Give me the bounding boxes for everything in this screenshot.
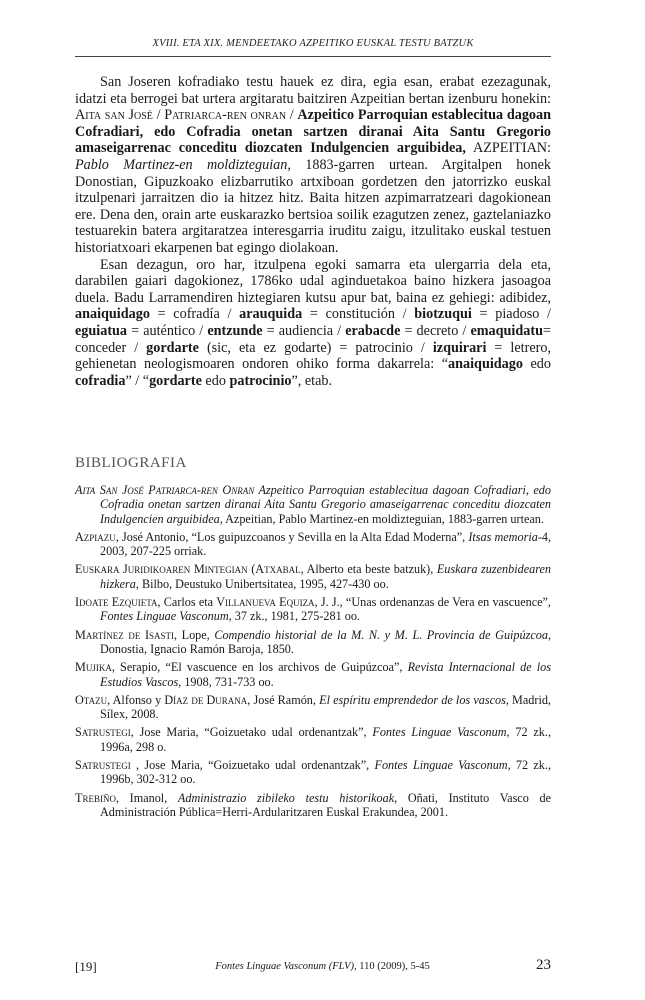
term-bold: cofradia	[75, 372, 126, 389]
bib-entry	[75, 693, 551, 722]
bib-source: Itsas memoria	[468, 529, 538, 544]
bib-details: , J. J., “Unas ordenanzas de Vera en vascuence”,	[314, 595, 551, 610]
bib-details: , 72 zk., 1996a, 298 o.	[100, 725, 551, 754]
bib-details: , 72 zk., 1996b, 302-312 oo.	[100, 758, 551, 787]
bib-source: Fontes Linguae Vasconum	[374, 758, 508, 773]
bib-author: Satrustegi	[75, 758, 131, 773]
bib-details: , Lope,	[174, 627, 215, 642]
bib-title: Administrazio zibileko testu historikoak,	[177, 790, 398, 805]
bib-entry	[75, 791, 551, 820]
text-run: edo	[201, 372, 230, 389]
bib-entry	[75, 758, 551, 787]
paragraph-1	[75, 74, 551, 257]
bib-entry	[75, 530, 551, 559]
bib-details: , Madrid, Sílex, 2008.	[100, 692, 551, 722]
italic-publisher: Pablo Martinez-en moldizteguian,	[75, 156, 291, 173]
bib-details: , Jose Maria, “Goizuetako udal ordenantzak”,	[130, 725, 373, 740]
bib-author: Euskara Juridikoaren Mintegian	[75, 562, 248, 577]
text-run: /	[286, 107, 298, 124]
bib-details: , Carlos eta	[157, 595, 217, 610]
bib-details: , José Ramón,	[247, 692, 320, 707]
term-bold: entzunde	[207, 322, 263, 339]
bold-title: Azpeitico Parroquian establecitua dagoan Cofradiari, edo Cofradia onetan sartzen diranai Aita Santu Gregorio amaseigarrenac conceditu diozcaten Indulgencien arguibidea,	[75, 107, 551, 157]
bib-author: Idoate Ezquieta	[75, 595, 158, 610]
text-run: = auténtico /	[127, 322, 208, 339]
footer-journal: Fontes Linguae Vasconum (FLV),	[215, 961, 357, 972]
bib-details: , Serapio, “El vascuence en los archivos de Guipúzcoa”,	[111, 660, 408, 675]
term-bold: anaiquidago	[75, 306, 150, 323]
bib-title: Compendio historial de la M. N. y M. L. Provincia de Guipúzcoa	[214, 627, 548, 642]
bib-details: , Alfonso y	[107, 692, 165, 707]
bib-author: Villanueva Equiza	[216, 595, 315, 610]
bib-entry	[75, 660, 551, 689]
footer-volume: 110 (2009), 5-45	[356, 961, 430, 972]
bib-author: Trebiño	[75, 790, 116, 805]
bib-details: , Bilbo, Deustuko Unibertsitatea, 1995, 427-430 oo.	[135, 576, 389, 591]
term-bold: emaquidatu	[470, 322, 543, 339]
bib-source: Fontes Linguae Vasconum	[372, 725, 507, 740]
bib-author: Martínez de Isasti	[75, 627, 175, 642]
text-run: edo	[522, 356, 551, 373]
bib-details: Oñati, Instituto Vasco de Administración Pública=Herri-Ardularitzaren Euskal Erakundea, 2001.	[100, 790, 551, 819]
running-head: XVIII. ETA XIX. MENDEETAKO AZPEITIKO EUSKAL TESTU BATZUK	[152, 38, 474, 49]
bib-entry	[75, 725, 551, 754]
bib-author: Otazu	[75, 692, 108, 707]
text-run: Esan dezagun, oro har, itzulpena egoki samarra eta ulergarria dela eta, darabilen gaiari dagokionez, 1786ko udal aginduetakoa baino hizkera jasoagoa duela. Badu Larramendiren hiztegiaren kutsu apur bat, baina ez gehiegi: adibidez,	[75, 256, 551, 306]
bib-details: , José Antonio, “Los guipuzcoanos y Sevilla en la Alta Edad Moderna”,	[115, 529, 469, 544]
bib-source: Fontes Linguae Vasconum	[100, 609, 229, 624]
bib-author: Díaz de Durana	[164, 692, 248, 707]
term-bold: arauquida	[239, 306, 303, 323]
text-run: 1883-garren urtean. Argitalpen honek Donostian, Gipuzkoako elizbarrutiko artxiboan gordetzen den jatorrizko euskal itzulpenari jarraitzen dio ia hitzez hitz. Baita hitzen azpimarratzeari dagokionean ere. Dena den, orain arte euskarazko bertsioa soilik ezagutzen zenez, gaztelaniazko testuarekin batera argitaratzea interesgarria iruditu zaigu, itzulitako euskal testuen historiatxoari ekarpenen bat egingo diolakoan.	[75, 156, 551, 256]
small-caps-title: Aita san José / Patriarca-ren onran	[75, 107, 287, 124]
header-rule	[75, 56, 551, 57]
bib-details: , 37 zk., 1981, 275-281 oo.	[228, 609, 360, 624]
text-run: (sic, eta ez godarte) = patrocinio /	[198, 339, 433, 356]
bib-entry	[75, 628, 551, 657]
paragraph-2	[75, 257, 551, 390]
text-run: ”, etab.	[291, 372, 333, 389]
page-number: 23	[536, 957, 551, 973]
term-bold: izquirari	[432, 339, 487, 356]
bib-entry	[75, 595, 551, 624]
term-bold: erabacde	[345, 322, 401, 339]
bib-details: , 1908, 731-733 oo.	[178, 674, 274, 689]
text-run: = piadoso /	[471, 306, 552, 323]
bib-author: Aita San José Patriarca-ren Onran	[75, 483, 255, 497]
bib-details: , Donostia, Ignacio Ramón Baroja, 1850.	[100, 627, 551, 656]
text-run: = letrero, gehienetan neologismoaren ondoren ohiko forma dakarrela: “	[75, 339, 551, 373]
text-run: = decreto /	[400, 322, 471, 339]
term-bold: gordarte	[149, 372, 202, 389]
text-run: AZPEITIAN:	[465, 140, 551, 157]
bib-details: , Azpeitian, Pablo Martinez-en moldizteguian, 1883-garren urtean.	[219, 511, 544, 526]
bibliography-list	[75, 483, 551, 823]
bib-author: Azpiazu	[75, 529, 116, 544]
bib-entry	[75, 483, 551, 526]
term-bold: biotzuqui	[414, 306, 472, 323]
text-run: = audiencia /	[262, 322, 346, 339]
text-run: = constitución /	[302, 306, 415, 323]
text-run: ” / “	[125, 372, 150, 389]
text-run: = conceder /	[75, 322, 551, 356]
body-text	[75, 74, 551, 389]
term-bold: patrocinio	[229, 372, 292, 389]
text-run: = cofradía /	[149, 306, 240, 323]
bib-details: , Alberto eta beste batzuk),	[300, 562, 437, 577]
term-bold: eguiatua	[75, 322, 128, 339]
bib-entry	[75, 562, 551, 591]
bib-details: , Imanol,	[115, 790, 178, 805]
bib-title: El espíritu emprendedor de los vascos	[319, 692, 506, 707]
term-bold: gordarte	[146, 339, 199, 356]
term-bold: anaiquidago	[448, 356, 523, 373]
bib-author: Satrustegi	[75, 725, 131, 740]
bib-details: -4, 2003, 207-225 orriak.	[100, 529, 552, 559]
bib-author: Mujika	[75, 660, 112, 675]
footer-page-ref: [19]	[75, 959, 97, 974]
bibliography-heading: BIBLIOGRAFIA	[75, 455, 187, 471]
bib-details: , Jose Maria, “Goizuetako udal ordenantzak”,	[130, 758, 375, 773]
bib-details: (	[247, 562, 256, 577]
text-run: San Joseren kofradiako testu hauek ez dira, egia esan, erabat ezezagunak, idatzi eta berrogei bat urtera argitaratu baitziren Azpeitian bertan izenburu honekin:	[75, 74, 551, 107]
bib-title: Euskara zuzenbidearen hizkera	[100, 562, 551, 591]
bib-author: Atxabal	[255, 562, 301, 577]
bib-title: Azpeitico Parroquian establecitua dagoan Cofradiari, edo Cofradia onetan sartzen diranai Aita Santu Gregorio amaseigarrenac conceditu diozcaten Indulgencien arguibidea	[100, 483, 551, 526]
bib-source: Revista Internacional de los Estudios Vascos	[100, 660, 551, 689]
